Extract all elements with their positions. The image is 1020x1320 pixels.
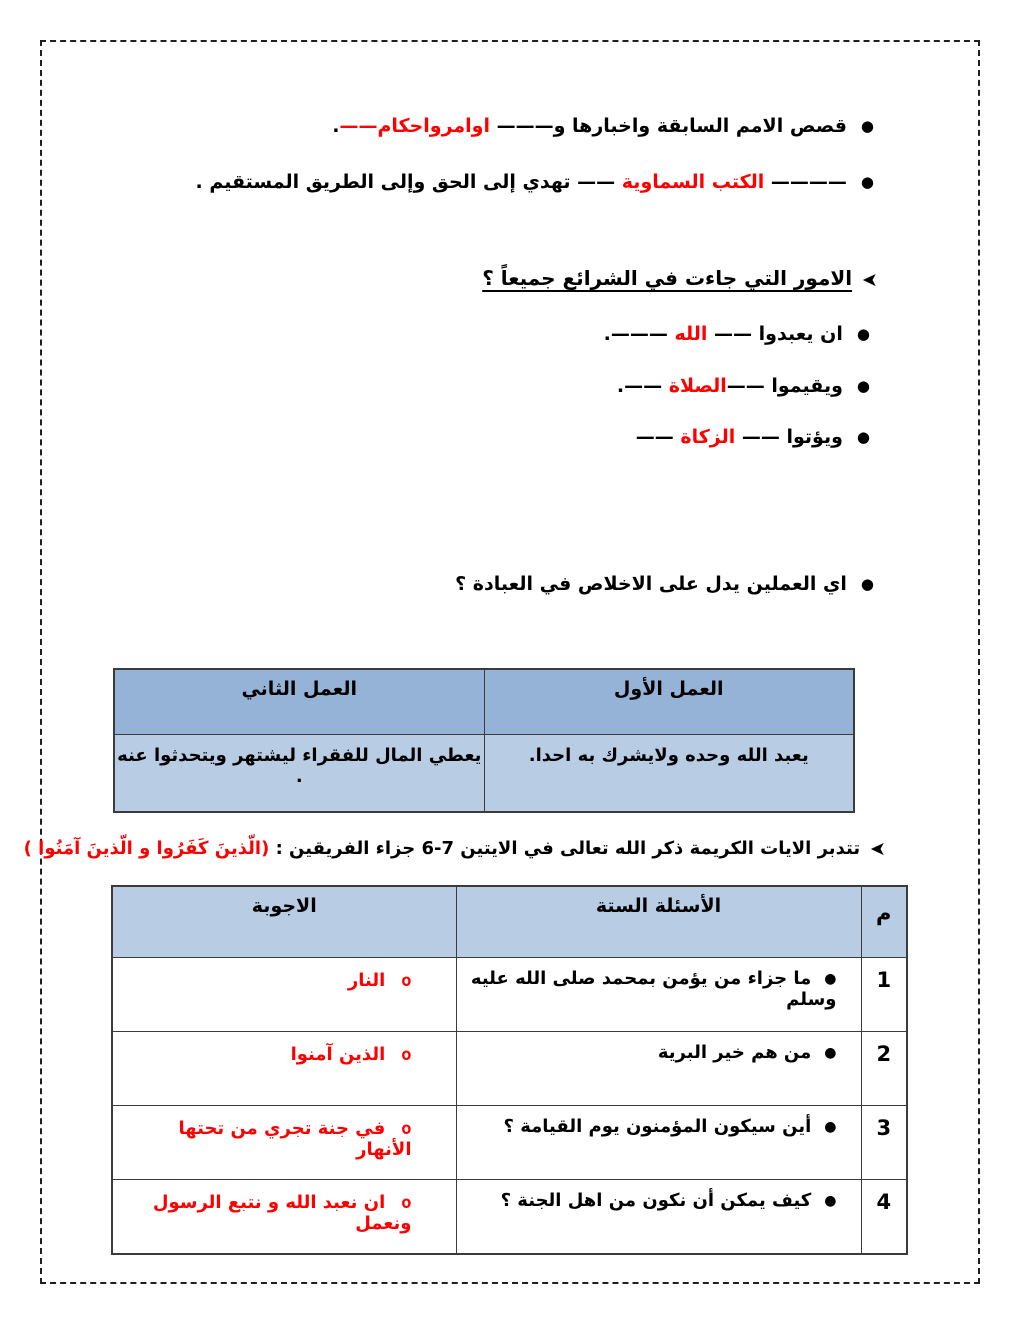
sub-bullet3-text: ويؤتوا: [779, 426, 843, 448]
bullet-dot-icon: ●: [856, 428, 870, 446]
bullet-dot-icon: ●: [824, 1045, 837, 1061]
qa-row1-question: ما جزاء من يؤمن بمحمد صلى الله عليه وسلم: [470, 968, 837, 1010]
qa-row2-num: 2: [861, 1032, 907, 1106]
qa-row4-question-cell: [456, 1180, 861, 1255]
section2-heading: [24, 838, 886, 860]
works-table-header-second: العمل الثاني: [114, 669, 484, 735]
sub-bullet-2: [617, 374, 870, 398]
qa-row4-question: كيف يمكن أن نكون من اهل الجنة ؟: [500, 1190, 812, 1211]
sub-bullet3-dash1: ——: [741, 426, 780, 448]
sub-bullet2-period: .: [616, 375, 625, 397]
sub-bullet1-text: ان يعبدوا: [752, 323, 843, 345]
bullet1-period: .: [332, 115, 340, 137]
sub-bullet1-red: الله: [674, 323, 708, 345]
works-table-cell-first: يعبد الله وحده ولايشرك به احدا.: [484, 735, 854, 813]
works-table-header-row: [114, 669, 854, 735]
sub-bullet1-dash2: ———: [610, 323, 668, 345]
section2-title-red: (الّذينَ كَفَرُوا و الّذينَ آمَنُوا ): [23, 838, 270, 859]
qa-row1-question-cell: [456, 958, 861, 1032]
arrow-icon: ➤: [870, 838, 886, 860]
bullet2-text: تهدي إلى الحق وإلى الطريق المستقيم .: [195, 171, 571, 193]
sub-bullet3-dash2: ——: [635, 426, 674, 448]
bullet-dot-icon: ●: [856, 325, 870, 343]
qa-table-header-row: [112, 886, 907, 958]
question-bullet-text: اي العملين يدل على الاخلاص في العبادة ؟: [455, 573, 847, 595]
bullet-dot-icon: ●: [824, 1193, 837, 1209]
sub-bullet2-dash2: ——: [624, 375, 663, 397]
qa-row3-answer-cell: [112, 1106, 456, 1180]
sub-bullet2-text: ويقيموا: [764, 375, 843, 397]
sub-bullet3-red: الزكاة: [680, 426, 736, 448]
qa-row-4: [112, 1180, 907, 1255]
qa-row2-question: من هم خير البرية: [657, 1042, 812, 1063]
bullet-dot-icon: ●: [856, 377, 870, 395]
qa-header-num: م: [861, 886, 907, 958]
qa-row4-num: 4: [861, 1180, 907, 1255]
works-table-header-first: العمل الأول: [484, 669, 854, 735]
qa-row3-num: 3: [861, 1106, 907, 1180]
section1-title: الامور التي جاءت في الشرائع جميعاً ؟: [482, 266, 853, 290]
circle-bullet-icon: o: [401, 1193, 412, 1213]
qa-row2-answer: الذين آمنوا: [290, 1044, 386, 1065]
bullet2-dash1: ————: [770, 171, 847, 193]
qa-row1-num: 1: [861, 958, 907, 1032]
qa-row3-answer: في جنة تجري من تحتها الأنهار: [178, 1118, 412, 1160]
sub-bullet1-dash1: ——: [714, 323, 753, 345]
sub-bullet-1: [604, 322, 870, 346]
qa-row4-answer-cell: [112, 1180, 456, 1255]
qa-row3-question-cell: [456, 1106, 861, 1180]
bullet-dot-icon: ●: [860, 117, 874, 135]
arrow-icon: ➤: [862, 269, 878, 291]
qa-row2-answer-cell: [112, 1032, 456, 1106]
sub-bullet2-red: الصلاة: [668, 375, 727, 397]
section1-heading: [482, 266, 878, 291]
circle-bullet-icon: o: [401, 1119, 412, 1139]
sub-bullet2-dash1: ——: [726, 375, 765, 397]
qa-header-answers: الاجوبة: [112, 886, 456, 958]
works-table-data-row: [114, 735, 854, 813]
bullet-dot-icon: ●: [860, 575, 874, 593]
works-table: [113, 668, 855, 813]
qa-row2-question-cell: [456, 1032, 861, 1106]
bullet2-dash2: ——: [577, 171, 616, 193]
section2-title-black: تتدبر الايات الكريمة ذكر الله تعالى في الايتين 7-6 جزاء الفريقين :: [269, 838, 861, 859]
qa-row3-question: أين سيكون المؤمنون يوم القيامة ؟: [503, 1116, 812, 1137]
bullet-dot-icon: ●: [824, 1119, 837, 1135]
bullet1-dash1: ———: [496, 115, 554, 137]
sub-bullet1-period: .: [603, 323, 611, 345]
bullet1-text: قصص الامم السابقة واخبارها و: [553, 115, 847, 137]
bullet-dot-icon: ●: [860, 173, 874, 191]
bullet2-red-text: الكتب السماوية: [621, 171, 765, 193]
works-table-cell-second: يعطي المال للفقراء ليشتهر ويتحدثوا عنه .: [114, 735, 484, 813]
bullet1-dash2: ——: [339, 115, 378, 137]
qa-row-2: [112, 1032, 907, 1106]
bullet-line-1: [332, 114, 874, 138]
circle-bullet-icon: o: [401, 1045, 412, 1065]
qa-row1-answer-cell: [112, 958, 456, 1032]
qa-row1-answer: النار: [347, 970, 386, 991]
bullet-dot-icon: ●: [824, 971, 837, 987]
qa-row4-answer: ان نعبد الله و نتبع الرسول ونعمل: [152, 1192, 412, 1234]
sub-bullet-3: [636, 425, 870, 449]
bullet1-red-text: اوامرواحكام: [377, 115, 490, 137]
question-bullet-line: [455, 572, 874, 596]
bullet-line-2: [196, 170, 875, 194]
circle-bullet-icon: o: [401, 971, 412, 991]
qa-table: [111, 885, 908, 1255]
qa-header-questions: الأسئلة الستة: [456, 886, 861, 958]
qa-row-1: [112, 958, 907, 1032]
qa-row-3: [112, 1106, 907, 1180]
